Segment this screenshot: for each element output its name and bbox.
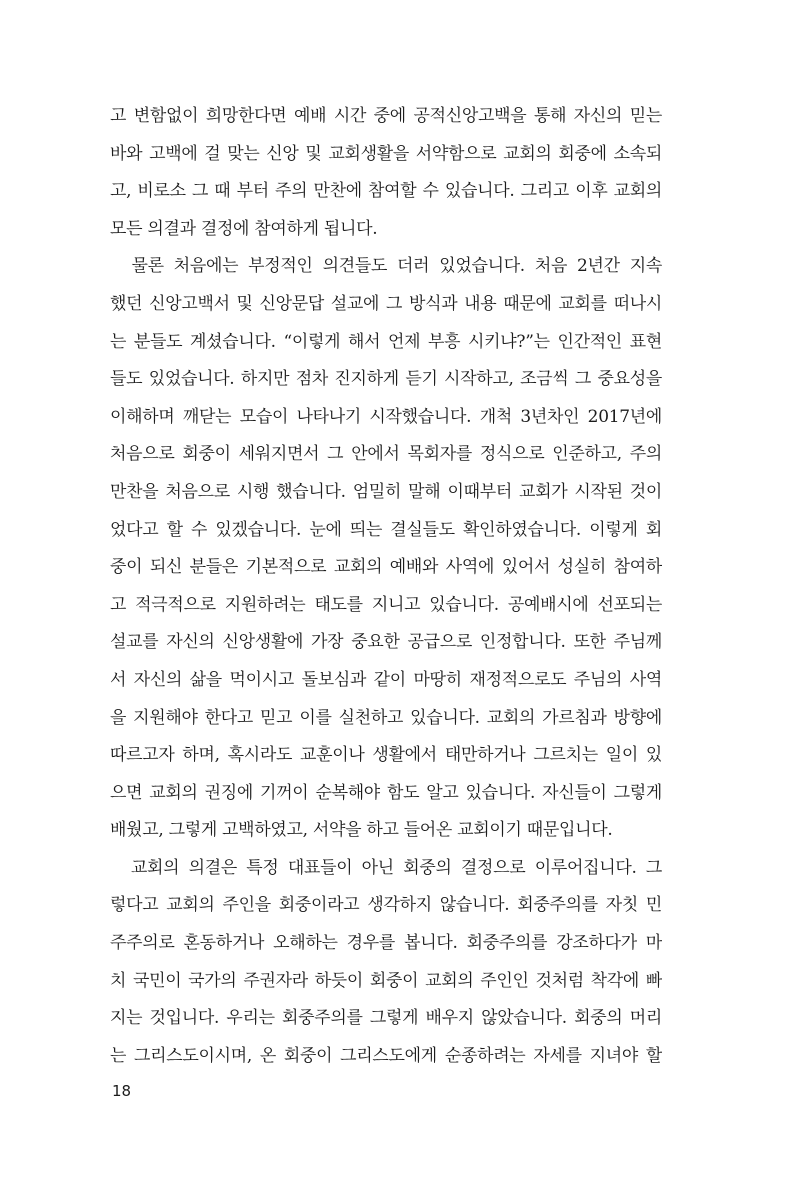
- text-line: 을 지원해야 한다고 믿고 이를 실천하고 있습니다. 교회의 가르침과 방향에: [110, 707, 662, 728]
- text-line: 물론 처음에는 부정적인 의견들도 더러 있었습니다. 처음 2년간 지속: [110, 256, 662, 277]
- text-line: 주주의로 혼동하거나 오해하는 경우를 봅니다. 회중주의를 강조하다가 마: [110, 933, 662, 954]
- text-line: 바와 고백에 걸 맞는 신앙 및 교회생활을 서약함으로 교회의 회중에 소속되: [110, 143, 662, 164]
- page-number: 18: [112, 1082, 132, 1100]
- text-line: 고 적극적으로 지원하려는 태도를 지니고 있습니다. 공예배시에 선포되는: [110, 594, 662, 615]
- text-line: 따르고자 하며, 혹시라도 교훈이나 생활에서 태만하거나 그르치는 일이 있: [110, 745, 662, 766]
- text-line: 모든 의결과 결정에 참여하게 됩니다.: [110, 218, 378, 239]
- text-line: 는 그리스도이시며, 온 회중이 그리스도에게 순종하려는 자세를 지녀야 할: [110, 1045, 662, 1066]
- text-line: 들도 있었습니다. 하지만 점차 진지하게 듣기 시작하고, 조금씩 그 중요성을: [110, 369, 662, 390]
- text-line: 했던 신앙고백서 및 신앙문답 설교에 그 방식과 내용 때문에 교회를 떠나시: [110, 293, 662, 314]
- text-line: 배웠고, 그렇게 고백하였고, 서약을 하고 들어온 교회이기 때문입니다.: [110, 820, 613, 841]
- text-line: 만찬을 처음으로 시행 했습니다. 엄밀히 말해 이때부터 교회가 시작된 것이: [110, 481, 662, 502]
- text-line: 교회의 의결은 특정 대표들이 아닌 회중의 결정으로 이루어집니다. 그: [110, 857, 662, 878]
- text-line: 으면 교회의 권징에 기꺼이 순복해야 함도 알고 있습니다. 자신들이 그렇게: [110, 782, 662, 803]
- text-line: 설교를 자신의 신앙생활에 가장 중요한 공급으로 인정합니다. 또한 주님께: [110, 632, 662, 653]
- text-line: 었다고 할 수 있겠습니다. 눈에 띄는 결실들도 확인하였습니다. 이렇게 회: [110, 519, 662, 540]
- text-line: 중이 되신 분들은 기본적으로 교회의 예배와 사역에 있어서 성실히 참여하: [110, 557, 662, 578]
- text-line: 치 국민이 국가의 주권자라 하듯이 회중이 교회의 주인인 것처럼 착각에 빠: [110, 970, 662, 991]
- text-line: 고, 비로소 그 때 부터 주의 만찬에 참여할 수 있습니다. 그리고 이후 교회의: [110, 181, 662, 202]
- body-text: [110, 98, 662, 1075]
- text-line: 서 자신의 삶을 먹이시고 돌보심과 같이 마땅히 재정적으로도 주님의 사역: [110, 669, 662, 690]
- text-line: 지는 것입니다. 우리는 회중주의를 그렇게 배우지 않았습니다. 회중의 머리: [110, 1008, 662, 1029]
- text-line: 고 변함없이 희망한다면 예배 시간 중에 공적신앙고백을 통해 자신의 믿는: [110, 106, 662, 126]
- text-line: 렇다고 교회의 주인을 회중이라고 생각하지 않습니다. 회중주의를 자칫 민: [110, 895, 662, 916]
- text-line: 이해하며 깨닫는 모습이 나타나기 시작했습니다. 개척 3년차인 2017년에: [110, 406, 662, 427]
- text-line: 는 분들도 계셨습니다. “이렇게 해서 언제 부흥 시키냐?”는 인간적인 표현: [110, 331, 662, 352]
- text-line: 처음으로 회중이 세워지면서 그 안에서 목회자를 정식으로 인준하고, 주의: [110, 444, 662, 465]
